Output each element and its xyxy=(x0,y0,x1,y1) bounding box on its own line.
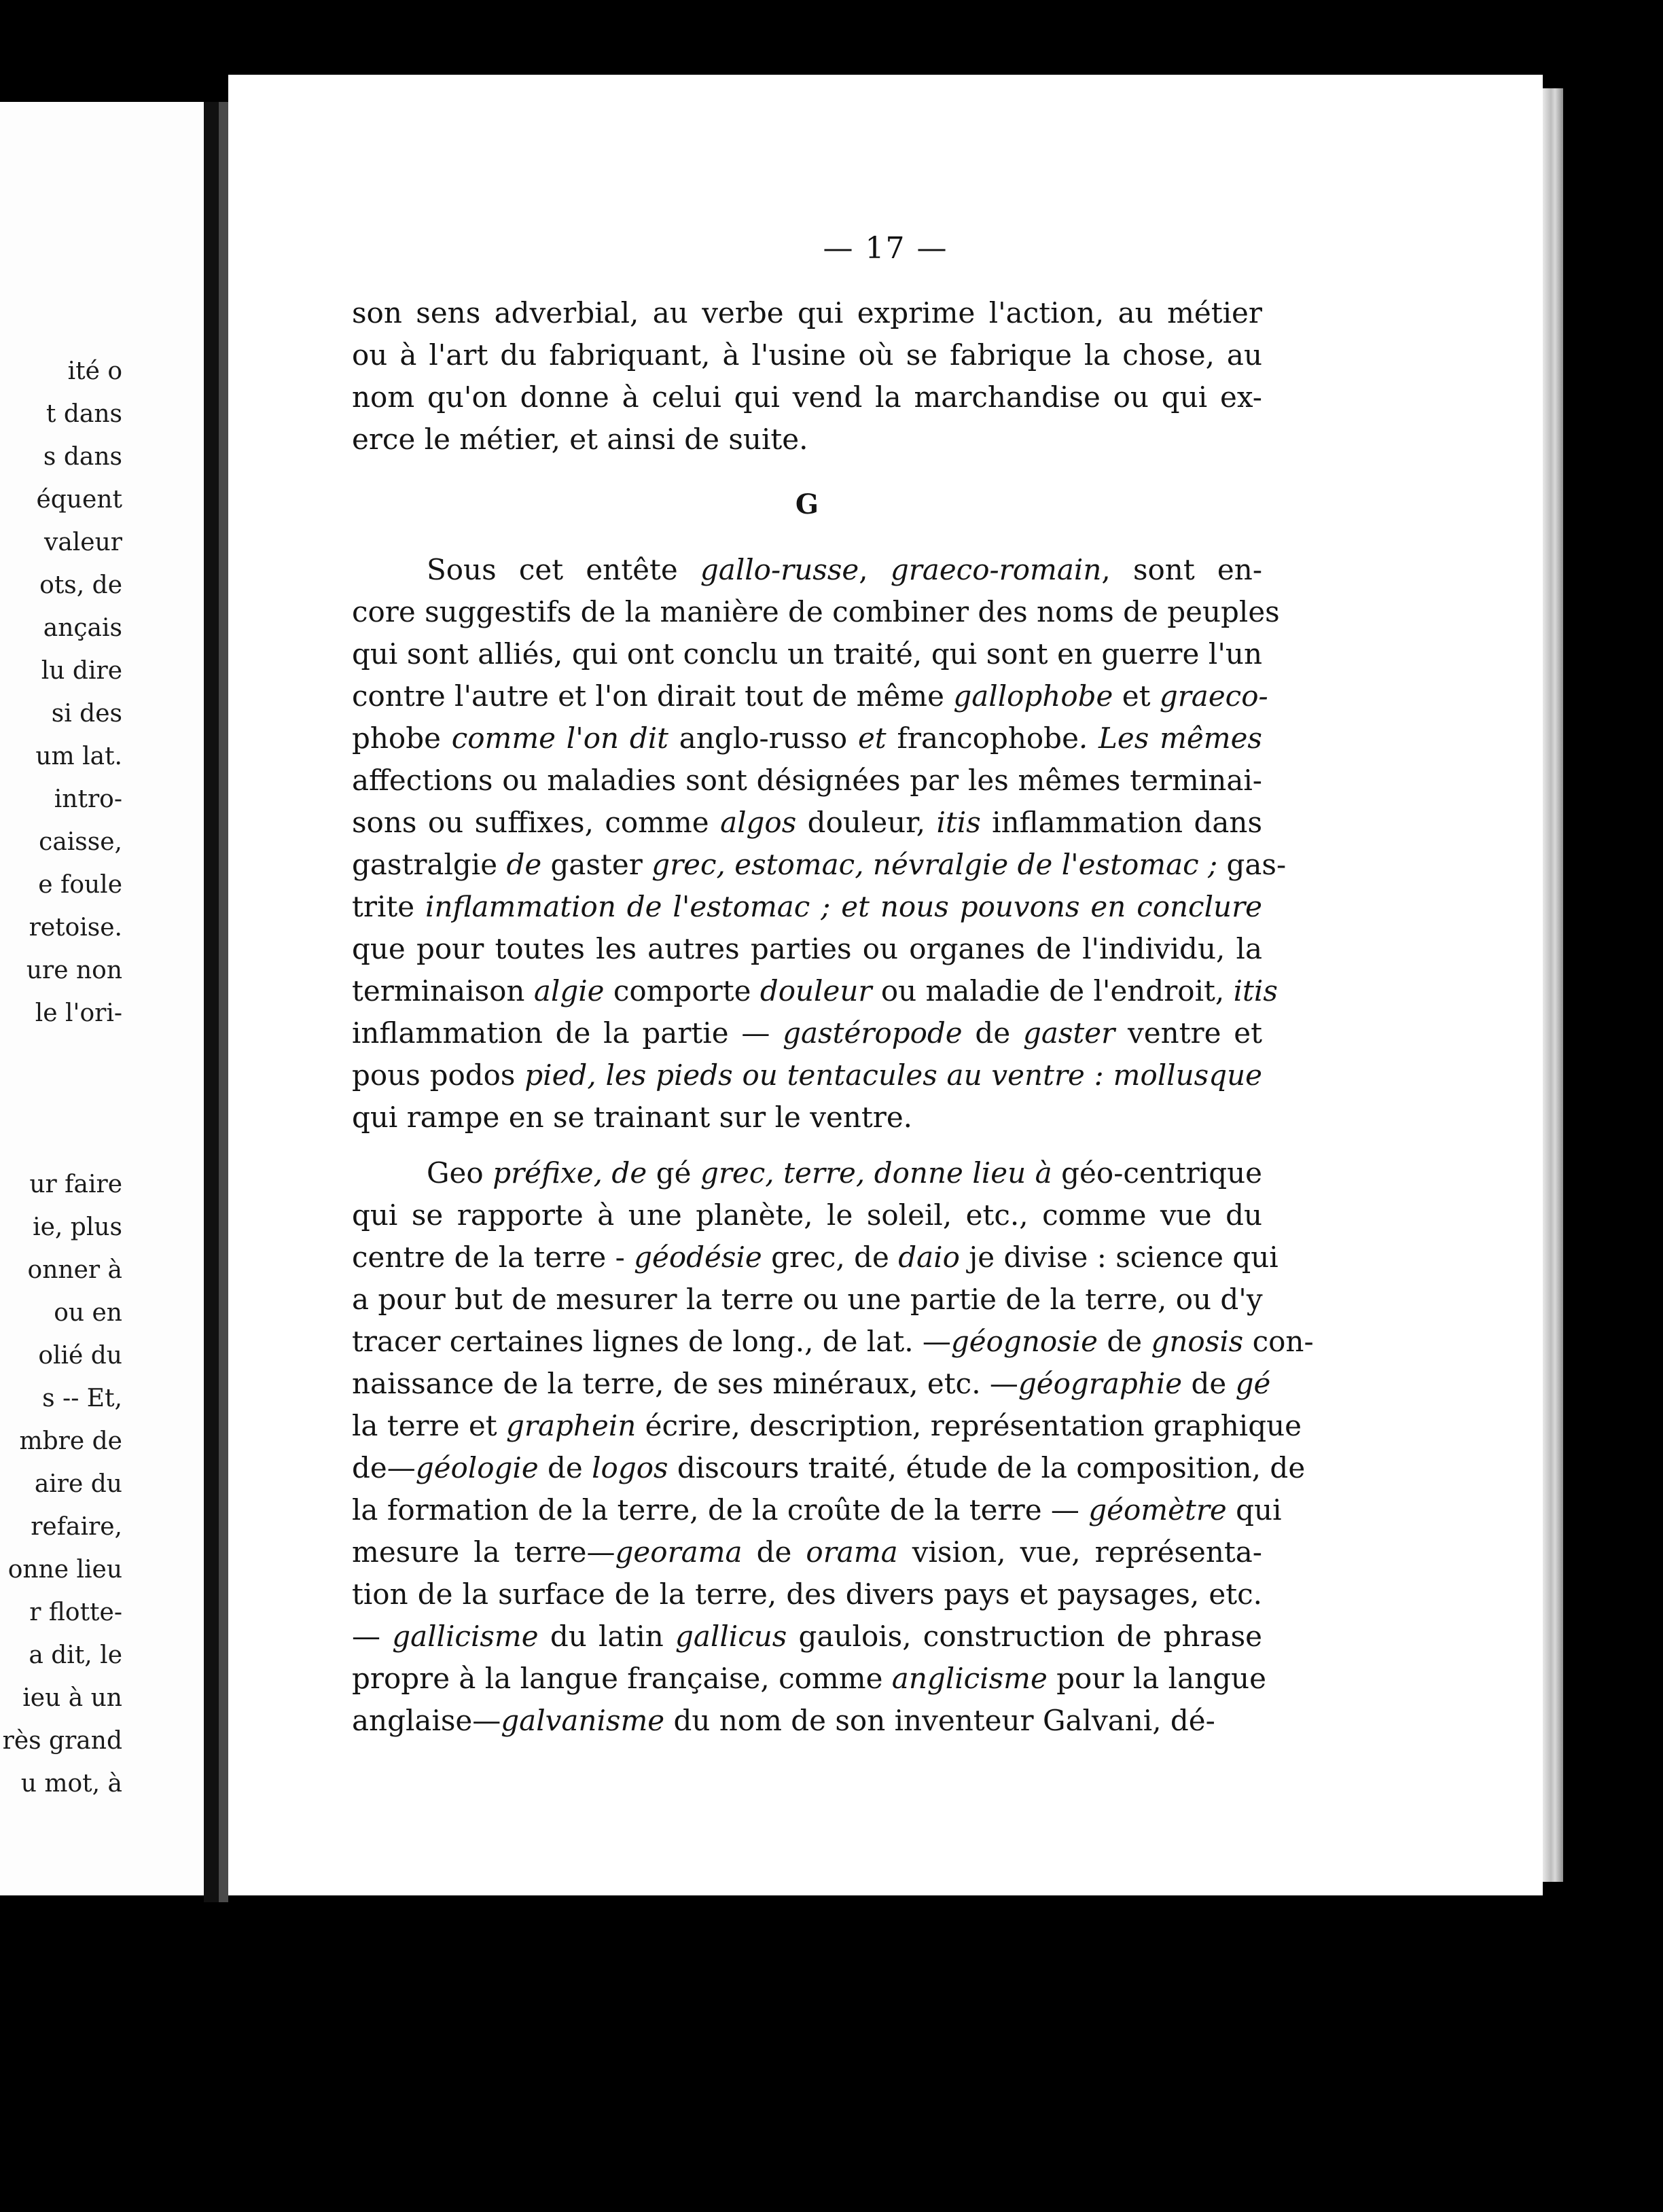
text-line xyxy=(352,1405,1302,1447)
text-segment: de xyxy=(1098,1325,1151,1358)
text-line: tion de la surface de la terre, des divers pays et paysages, etc. xyxy=(352,1577,1262,1611)
left-text-line: olié du xyxy=(38,1342,122,1370)
left-text-line: intro- xyxy=(54,785,122,813)
italic-term: géodésie xyxy=(634,1241,762,1274)
text-segment: de xyxy=(742,1535,806,1569)
text-line: qui se rapporte à une planète, le soleil, etc., comme vue du xyxy=(352,1198,1262,1232)
left-page-fragment xyxy=(0,102,204,1895)
left-text-line: ots, de xyxy=(39,571,122,599)
italic-term: préfixe, de xyxy=(483,1156,656,1190)
text-line xyxy=(352,1489,1282,1531)
text-segment: je divise : science qui xyxy=(959,1241,1278,1274)
italic-term: graeco- xyxy=(1159,679,1268,713)
text-segment: de— xyxy=(352,1451,416,1484)
text-line xyxy=(352,844,1287,886)
text-segment: gas- xyxy=(1226,848,1287,881)
text-line xyxy=(352,1616,1262,1658)
text-segment: centre de la terre - xyxy=(352,1241,634,1274)
text-segment: terminaison xyxy=(352,974,534,1007)
italic-term: gallicus xyxy=(675,1620,787,1653)
page-number: — 17 — xyxy=(823,231,948,266)
italic-term: géologie xyxy=(415,1451,539,1484)
italic-term: gallophobe xyxy=(953,679,1113,713)
text-line: a pour but de mesurer la terre ou une partie de la terre, ou d'y xyxy=(352,1283,1263,1316)
text-segment: propre à la langue française, comme xyxy=(352,1662,892,1695)
left-text-line: valeur xyxy=(43,529,122,556)
left-text-line: u mot, à xyxy=(20,1770,122,1798)
binding-gutter xyxy=(219,102,228,1902)
left-text-line: ou en xyxy=(54,1299,122,1327)
text-segment: de xyxy=(538,1451,592,1484)
italic-term: géognosie xyxy=(950,1325,1098,1358)
text-line: erce le métier, et ainsi de suite. xyxy=(352,423,808,456)
text-line: ou à l'art du fabriquant, à l'usine où se fabrique la chose, au xyxy=(352,338,1262,372)
italic-term: georama xyxy=(615,1535,743,1569)
text-segment: gaster xyxy=(550,848,643,881)
text-line: nom qu'on donne à celui qui vend la marchandise ou qui ex- xyxy=(352,380,1262,414)
text-segment: grec, de xyxy=(762,1241,899,1274)
text-segment: sons ou suffixes, comme xyxy=(352,806,721,839)
text-segment: vision, vue, représenta- xyxy=(897,1535,1262,1569)
text-line xyxy=(352,1447,1306,1489)
text-segment: géo-centrique xyxy=(1061,1156,1262,1190)
italic-term: itis xyxy=(1233,974,1278,1007)
italic-term: géomètre xyxy=(1088,1493,1227,1527)
italic-term: orama xyxy=(806,1535,898,1569)
text-segment: , sont en- xyxy=(1101,553,1263,586)
left-text-line: ur faire xyxy=(29,1171,122,1198)
text-segment: la terre et xyxy=(352,1409,507,1442)
italic-term: grec, estomac, névralgie de l'estomac ; xyxy=(642,848,1227,881)
left-text-line xyxy=(0,1120,122,1163)
italic-term: gallicisme xyxy=(392,1620,539,1653)
italic-term: gé xyxy=(1235,1367,1271,1400)
left-text-line: t dans xyxy=(46,400,122,428)
text-line xyxy=(352,1054,1262,1096)
left-text-line: a dit, le xyxy=(29,1641,122,1669)
text-segment: — xyxy=(352,1620,393,1653)
italic-term: gaster xyxy=(1022,1016,1115,1050)
italic-term: gallo-russe xyxy=(700,553,859,586)
text-segment: naissance de la terre, de ses minéraux, etc. — xyxy=(352,1367,1018,1400)
left-text-line: um lat. xyxy=(35,743,122,770)
text-segment: francophobe xyxy=(897,721,1079,755)
italic-term: itis xyxy=(936,806,981,839)
text-segment: trite xyxy=(352,890,415,923)
text-line xyxy=(352,1531,1262,1573)
italic-term: pied, les pieds ou tentacules au ventre : mollusque xyxy=(515,1058,1262,1092)
italic-term: gnosis xyxy=(1151,1325,1244,1358)
text-segment: gé xyxy=(656,1156,692,1190)
left-text-line: s dans xyxy=(43,443,122,471)
left-text-line: caisse, xyxy=(39,828,122,856)
text-line xyxy=(352,675,1268,717)
left-text-line: s -- Et, xyxy=(42,1385,122,1412)
text-segment: Geo xyxy=(427,1156,484,1190)
left-text-line: r flotte- xyxy=(29,1599,122,1626)
book-binding xyxy=(204,102,219,1902)
text-line: que pour toutes les autres parties ou organes de l'individu, la xyxy=(352,932,1262,965)
text-segment: mesure la terre— xyxy=(352,1535,615,1569)
section-heading: G xyxy=(795,488,819,520)
text-line xyxy=(352,1152,1262,1194)
text-line xyxy=(352,1321,1314,1363)
left-text-line: refaire, xyxy=(31,1513,122,1541)
left-text-line: équent xyxy=(36,486,122,514)
text-segment: pour la langue xyxy=(1047,1662,1266,1695)
text-segment: phobe xyxy=(352,721,441,755)
left-text-line: ançais xyxy=(43,614,122,642)
page-body xyxy=(352,292,1314,1742)
text-segment: la formation de la terre, de la croûte de la terre — xyxy=(352,1493,1089,1527)
italic-term: . Les mêmes xyxy=(1078,721,1262,755)
left-text-line xyxy=(0,1035,122,1077)
text-line xyxy=(352,886,1262,928)
italic-term: inflammation de l'estomac ; et nous pouvons en conclure xyxy=(414,890,1262,923)
italic-term: algos xyxy=(720,806,797,839)
italic-term: algie xyxy=(533,974,605,1007)
text-line: qui sont alliés, qui ont conclu un traité, qui sont en guerre l'un xyxy=(352,637,1262,671)
italic-term: douleur xyxy=(759,974,872,1007)
text-segment: gaulois, construction de phrase xyxy=(787,1620,1262,1653)
left-text-line: retoise. xyxy=(29,914,122,942)
left-text-line: le l'ori- xyxy=(35,999,122,1027)
text-segment: discours traité, étude de la composition, de xyxy=(668,1451,1306,1484)
text-segment: contre l'autre et l'on dirait tout de même xyxy=(352,679,954,713)
text-line xyxy=(352,717,1262,760)
text-line xyxy=(352,1363,1271,1405)
text-segment: inflammation de la partie — xyxy=(352,1016,783,1050)
italic-term: anglicisme xyxy=(891,1662,1048,1695)
text-segment: Sous cet entête xyxy=(427,553,700,586)
text-line xyxy=(352,970,1278,1012)
left-text-line: mbre de xyxy=(19,1427,122,1455)
text-segment: du latin xyxy=(538,1620,675,1653)
left-text-line: ieu à un xyxy=(22,1684,122,1712)
text-line xyxy=(352,802,1262,844)
italic-term: graphein xyxy=(506,1409,637,1442)
left-text-line xyxy=(0,1077,122,1120)
left-text-line: ure non xyxy=(26,957,122,984)
italic-term: et xyxy=(847,721,897,755)
text-segment: inflammation dans xyxy=(980,806,1262,839)
text-segment: comporte xyxy=(604,974,760,1007)
text-segment: du nom de son inventeur Galvani, dé- xyxy=(664,1704,1215,1737)
text-segment: écrire, description, représentation graphique xyxy=(636,1409,1302,1442)
text-line xyxy=(352,1700,1262,1742)
left-text-line: e foule xyxy=(38,871,122,899)
text-line xyxy=(352,1658,1266,1700)
italic-term: graeco-romain xyxy=(890,553,1102,586)
text-segment: pous podos xyxy=(352,1058,516,1092)
text-segment: ou maladie de l'endroit, xyxy=(872,974,1234,1007)
text-line: son sens adverbial, au verbe qui exprime l'action, au métier xyxy=(352,296,1262,329)
left-text-line: aire du xyxy=(34,1470,122,1498)
italic-term: gastéropode xyxy=(783,1016,963,1050)
left-text-line: onne lieu xyxy=(7,1556,122,1584)
text-segment: douleur, xyxy=(796,806,937,839)
left-text-line: onner à xyxy=(27,1256,122,1284)
text-segment: anglaise— xyxy=(352,1704,501,1737)
text-line: affections ou maladies sont désignées par les mêmes terminai- xyxy=(352,764,1262,797)
italic-term: galvanisme xyxy=(501,1704,665,1737)
text-line: core suggestifs de la manière de combiner des noms de peuples xyxy=(352,595,1280,628)
left-text-line: si des xyxy=(51,700,122,728)
paragraph-gallo xyxy=(352,549,1287,1139)
text-segment: gastralgie xyxy=(352,848,498,881)
text-segment: de xyxy=(962,1016,1023,1050)
left-text-line: ité o xyxy=(67,357,122,385)
text-segment: qui xyxy=(1226,1493,1282,1527)
text-segment: anglo-russo xyxy=(679,721,848,755)
text-line xyxy=(352,1012,1262,1054)
text-segment: ventre et xyxy=(1115,1016,1262,1050)
left-text-line: lu dire xyxy=(41,657,122,685)
text-line: qui rampe en se trainant sur le ventre. xyxy=(352,1101,913,1134)
left-text-line: rès grand xyxy=(2,1727,122,1755)
text-segment: con- xyxy=(1243,1325,1314,1358)
italic-term: logos xyxy=(592,1451,668,1484)
text-segment: de xyxy=(1182,1367,1236,1400)
italic-term: de xyxy=(497,848,551,881)
text-line xyxy=(352,1236,1278,1279)
text-segment: et xyxy=(1113,679,1160,713)
left-text-line: ie, plus xyxy=(33,1213,122,1241)
text-line xyxy=(352,549,1262,591)
italic-term: géographie xyxy=(1018,1367,1183,1400)
italic-term: grec, terre, donne lieu à xyxy=(691,1156,1062,1190)
italic-term: comme l'on dit xyxy=(440,721,679,755)
right-page xyxy=(228,75,1543,1895)
paragraph-geo xyxy=(352,1152,1314,1742)
text-segment: tracer certaines lignes de long., de lat. — xyxy=(352,1325,951,1358)
italic-term: daio xyxy=(898,1241,960,1274)
text-segment: , xyxy=(859,553,891,586)
left-page-text xyxy=(0,350,122,1805)
page-edge xyxy=(1543,88,1563,1882)
